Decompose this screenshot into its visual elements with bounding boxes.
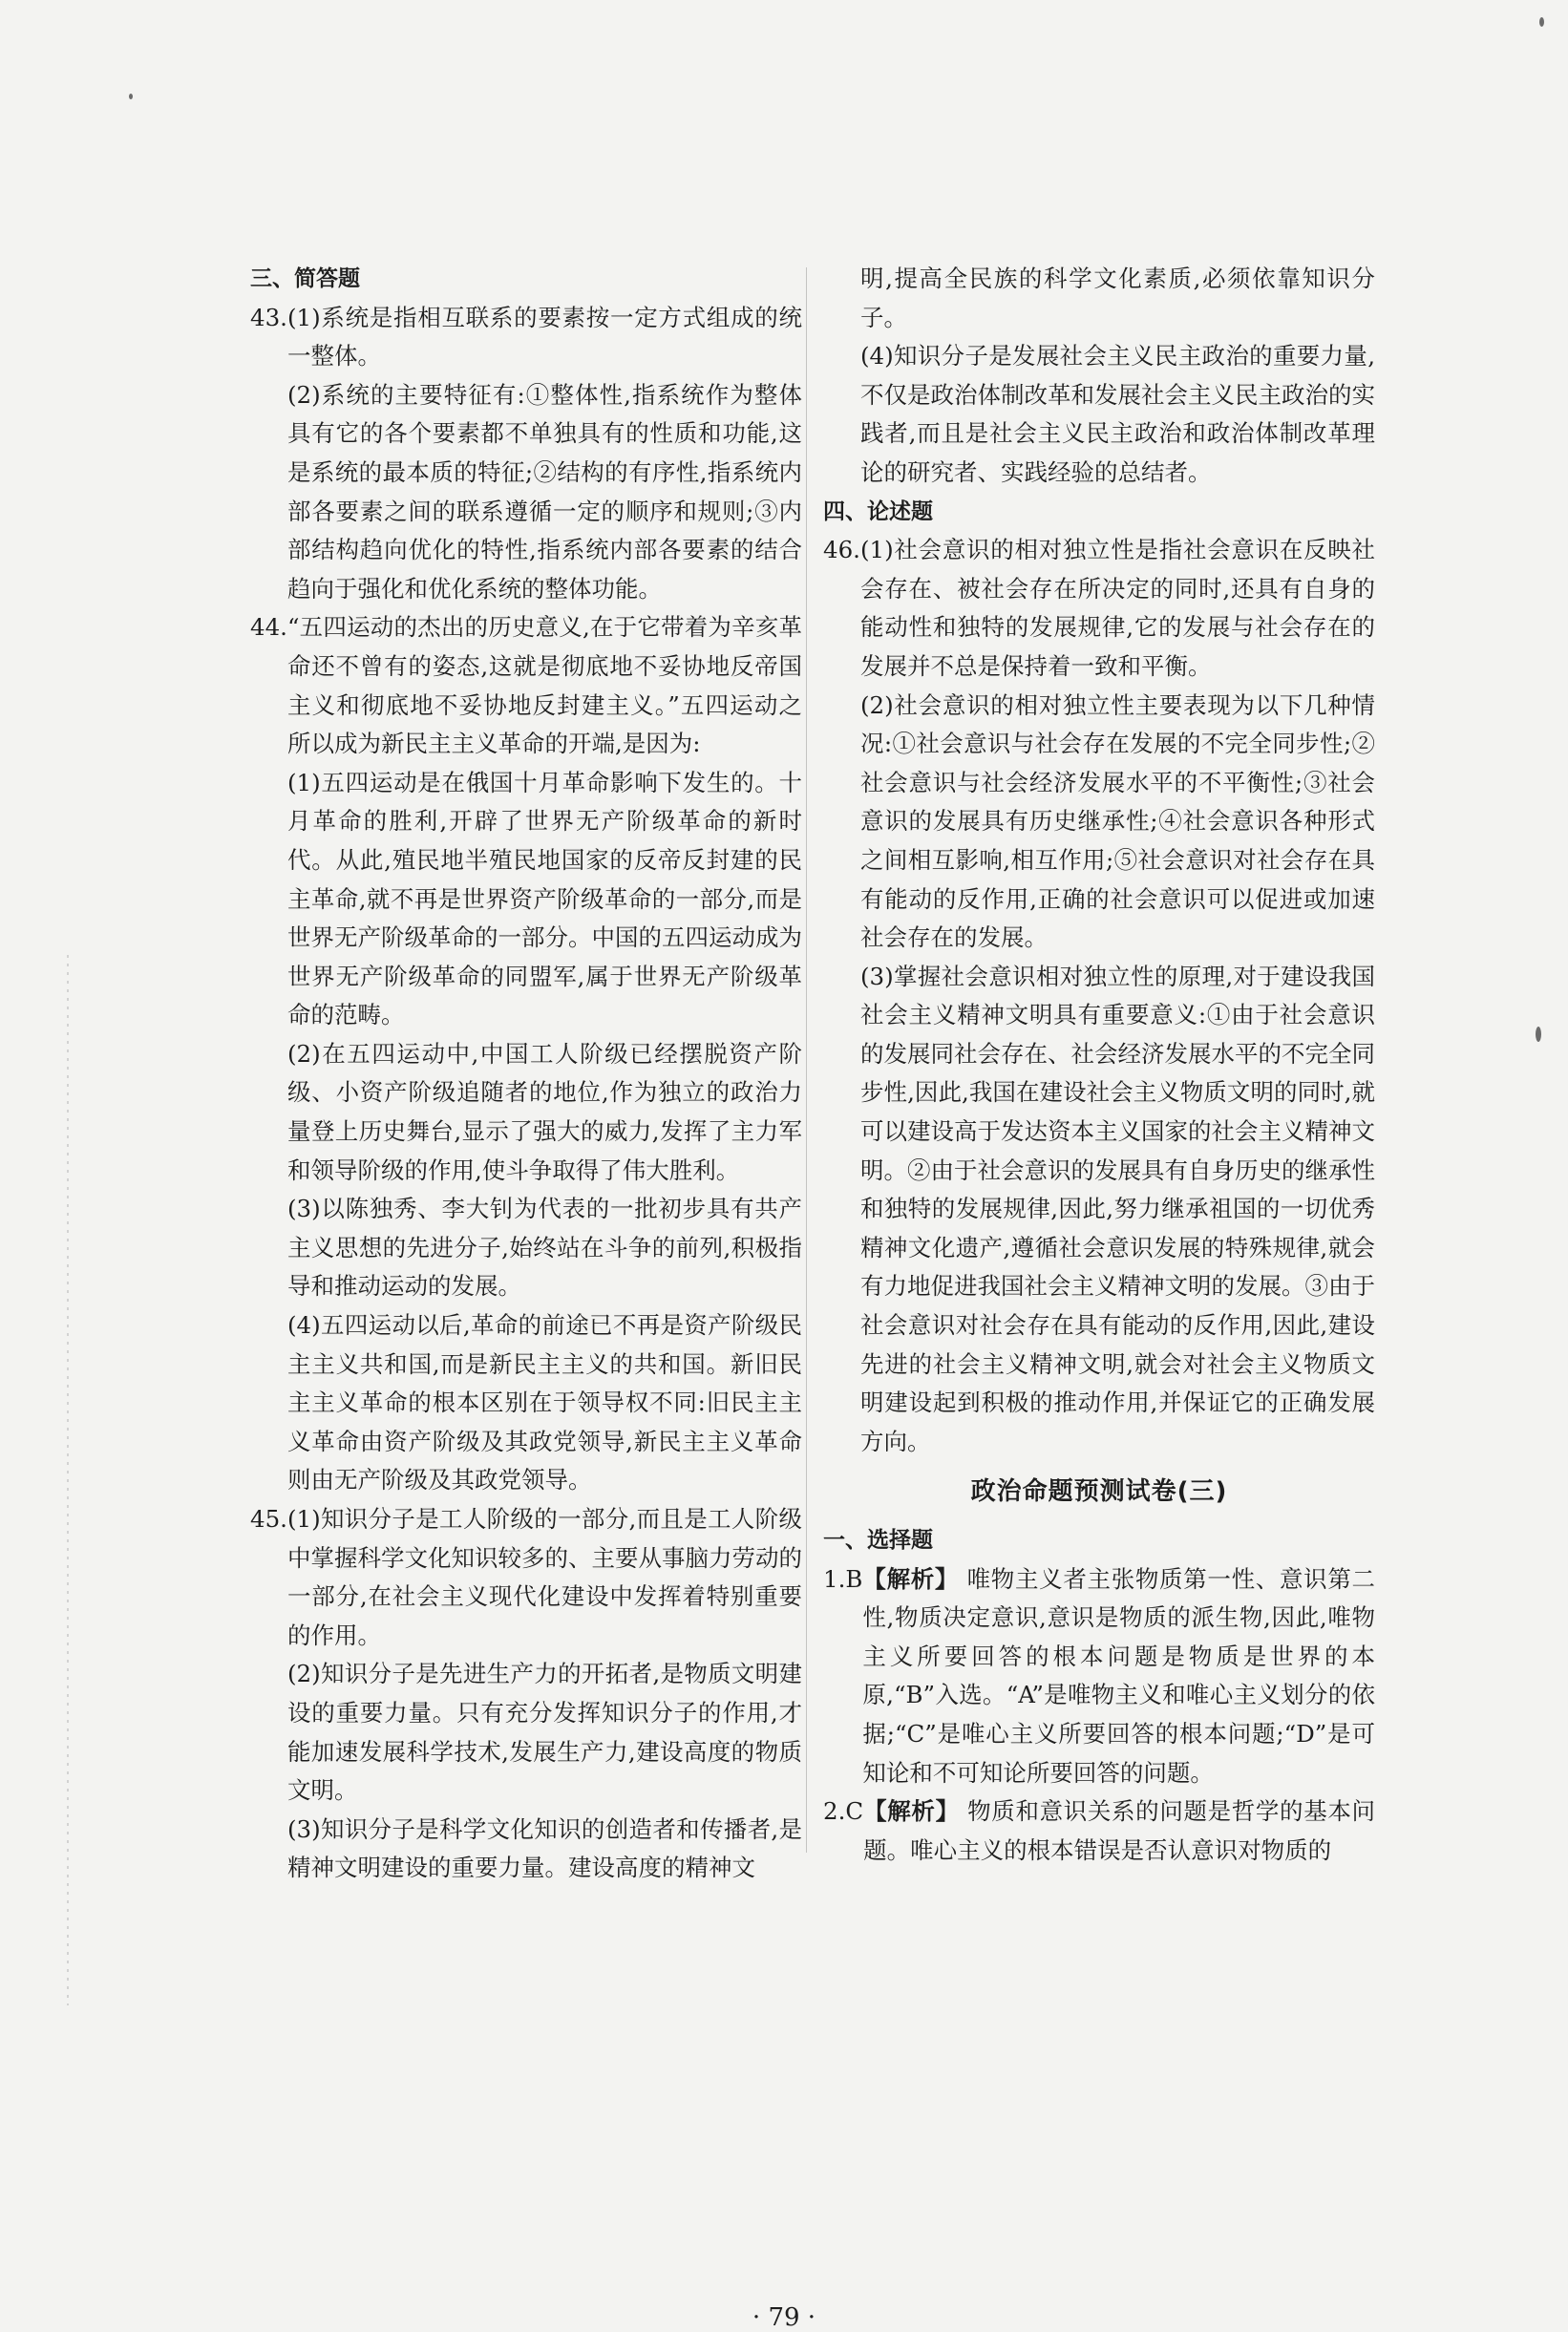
answer-paragraph: (2)知识分子是先进生产力的开拓者,是物质文明建设的重要力量。只有充分发挥知识分子的作用,才能加速发展科学技术,发展生产力,建设高度的物质文明。 — [287, 1660, 802, 1805]
answer-paragraph: (3)掌握社会意识相对独立性的原理,对于建设我国社会主义精神文明具有重要意义:①由于社会意识的发展同社会存在、社会经济发展水平的不完全同步性,因此,我国在建设社会主义物质文明的同时,就可以建设高于发达资本主义国家的社会主义精神文明。②由于社会意识的发展具有自身历史的继承性和独特的发展规律,因此,努力继承祖国的一切优秀精神文化遗产,遵循社会意识发展的特殊规律,就会有力地促进我国社会主义精神文明的发展。③由于社会意识对社会存在具有能动的反作用,因此,建设先进的社会主义精神文明,就会对社会主义物质文明建设起到积极的推动作用,并保证它的正确发展方向。 — [860, 962, 1375, 1455]
question-44 — [250, 608, 802, 763]
answer-paragraph: 明,提高全民族的科学文化素质,必须依靠知识分子。 — [860, 265, 1375, 331]
question-number: 43. — [250, 303, 287, 331]
right-column — [823, 260, 1375, 1870]
question-number: 46. — [823, 536, 860, 564]
question-45 — [250, 1500, 802, 1655]
answer-paragraph: “五四运动的杰出的历史意义,在于它带着为辛亥革命还不曾有的姿态,这就是彻底地不妥协地反帝国主义和彻底地不妥协地反封建主义。”五四运动之所以成为新民主主义革命的开端,是因为: — [286, 613, 802, 758]
page-number: · 79 · — [752, 2303, 816, 2332]
answer-paragraph: (2)系统的主要特征有:①整体性,指系统作为整体具有它的各个要素都不单独具有的性质和功能,这是系统的最本质的特征;②结构的有序性,指系统内部各要素之间的联系遵循一定的顺序和规则;③内部结构趋向优化的特性,指系统内部各要素的结合趋向于强化和优化系统的整体功能。 — [287, 380, 802, 603]
column-divider — [806, 267, 807, 1853]
scan-edge-marks — [67, 955, 69, 2005]
answer-paragraph: (2)在五四运动中,中国工人阶级已经摆脱资产阶级、小资产阶级追随者的地位,作为独立的政治力量登上历史舞台,显示了强大的威力,发挥了主力军和领导阶级的作用,使斗争取得了伟大胜利。 — [287, 1039, 802, 1184]
answer-paragraph — [862, 1560, 1375, 1793]
question-number: 2.C — [823, 1797, 864, 1826]
section-heading-multiple-choice: 一、选择题 — [823, 1528, 933, 1553]
answer-paragraph: (2)社会意识的相对独立性主要表现为以下几种情况:①社会意识与社会存在发展的不完全同步性;②社会意识与社会经济发展水平的不平衡性;③社会意识的发展具有历史继承性;④社会意识各种形式之间相互影响,相互作用;⑤社会意识对社会存在具有能动的反作用,正确的社会意识可以促进或加速社会存在的发展。 — [860, 690, 1375, 952]
analysis-text: 物质和意识关系的问题是哲学的基本问题。唯心主义的根本错误是否认意识对物质的 — [863, 1797, 1375, 1864]
exam-title: 政治命题预测试卷(三) — [970, 1477, 1228, 1507]
answer-paragraph — [863, 1792, 1375, 1870]
answer-paragraph: (1)社会意识的相对独立性是指社会意识在反映社会存在、被社会存在所决定的同时,还具有自身的能动性和独特的发展规律,它的发展与社会存在的发展并不总是保持着一致和平衡。 — [859, 536, 1375, 680]
answer-paragraph: (4)五四运动以后,革命的前途已不再是资产阶级民主主义共和国,而是新民主主义的共和国。新旧民主主义革命的根本区别在于领导权不同:旧民主主义革命由资产阶级及其政党领导,新民主主义革命则由无产阶级及其政党领导。 — [287, 1311, 802, 1495]
left-column — [250, 260, 802, 1888]
section-heading-short-answer: 三、简答题 — [250, 266, 360, 291]
question-1 — [823, 1560, 1375, 1793]
question-number: 1.B — [823, 1564, 863, 1593]
analysis-text: 唯物主义者主张物质第一性、意识第二性,物质决定意识,意识是物质的派生物,因此,唯物主义所要回答的根本问题是物质是世界的本原,“B”入选。“A”是唯物主义和唯心主义划分的依据;“C”是唯心主义所要回答的根本问题;“D”是可知论和不可知论所要回答的问题。 — [862, 1564, 1376, 1787]
analysis-tag: 【解析】 — [862, 1564, 960, 1593]
answer-paragraph: (1)系统是指相互联系的要素按一定方式组成的统一整体。 — [286, 303, 802, 371]
question-43 — [250, 299, 802, 376]
answer-paragraph: (4)知识分子是发展社会主义民主政治的重要力量,不仅是政治体制改革和发展社会主义民主政治的实践者,而且是社会主义民主政治和政治体制改革理论的研究者、实践经验的总结者。 — [860, 342, 1375, 486]
scan-speck — [1536, 1027, 1541, 1042]
section-heading-essay: 四、论述题 — [823, 498, 933, 524]
answer-paragraph: (3)知识分子是科学文化知识的创造者和传播者,是精神文明建设的重要力量。建设高度的精神文 — [287, 1814, 802, 1882]
question-number: 45. — [250, 1505, 287, 1533]
analysis-tag: 【解析】 — [863, 1797, 960, 1826]
answer-paragraph: (1)知识分子是工人阶级的一部分,而且是工人阶级中掌握科学文化知识较多的、主要从事脑力劳动的一部分,在社会主义现代化建设中发挥着特别重要的作用。 — [286, 1505, 802, 1649]
question-46 — [823, 531, 1375, 686]
question-2 — [823, 1792, 1375, 1870]
scan-speck — [129, 94, 133, 99]
scan-speck — [1539, 17, 1544, 27]
question-number: 44. — [250, 613, 287, 642]
answer-paragraph: (3)以陈独秀、李大钊为代表的一批初步具有共产主义思想的先进分子,始终站在斗争的前列,积极指导和推动运动的发展。 — [287, 1195, 802, 1301]
answer-paragraph: (1)五四运动是在俄国十月革命影响下发生的。十月革命的胜利,开辟了世界无产阶级革命的新时代。从此,殖民地半殖民地国家的反帝反封建的民主革命,就不再是世界资产阶级革命的一部分,而是世界无产阶级革命的一部分。中国的五四运动成为世界无产阶级革命的同盟军,属于世界无产阶级革命的范畴。 — [287, 768, 802, 1029]
